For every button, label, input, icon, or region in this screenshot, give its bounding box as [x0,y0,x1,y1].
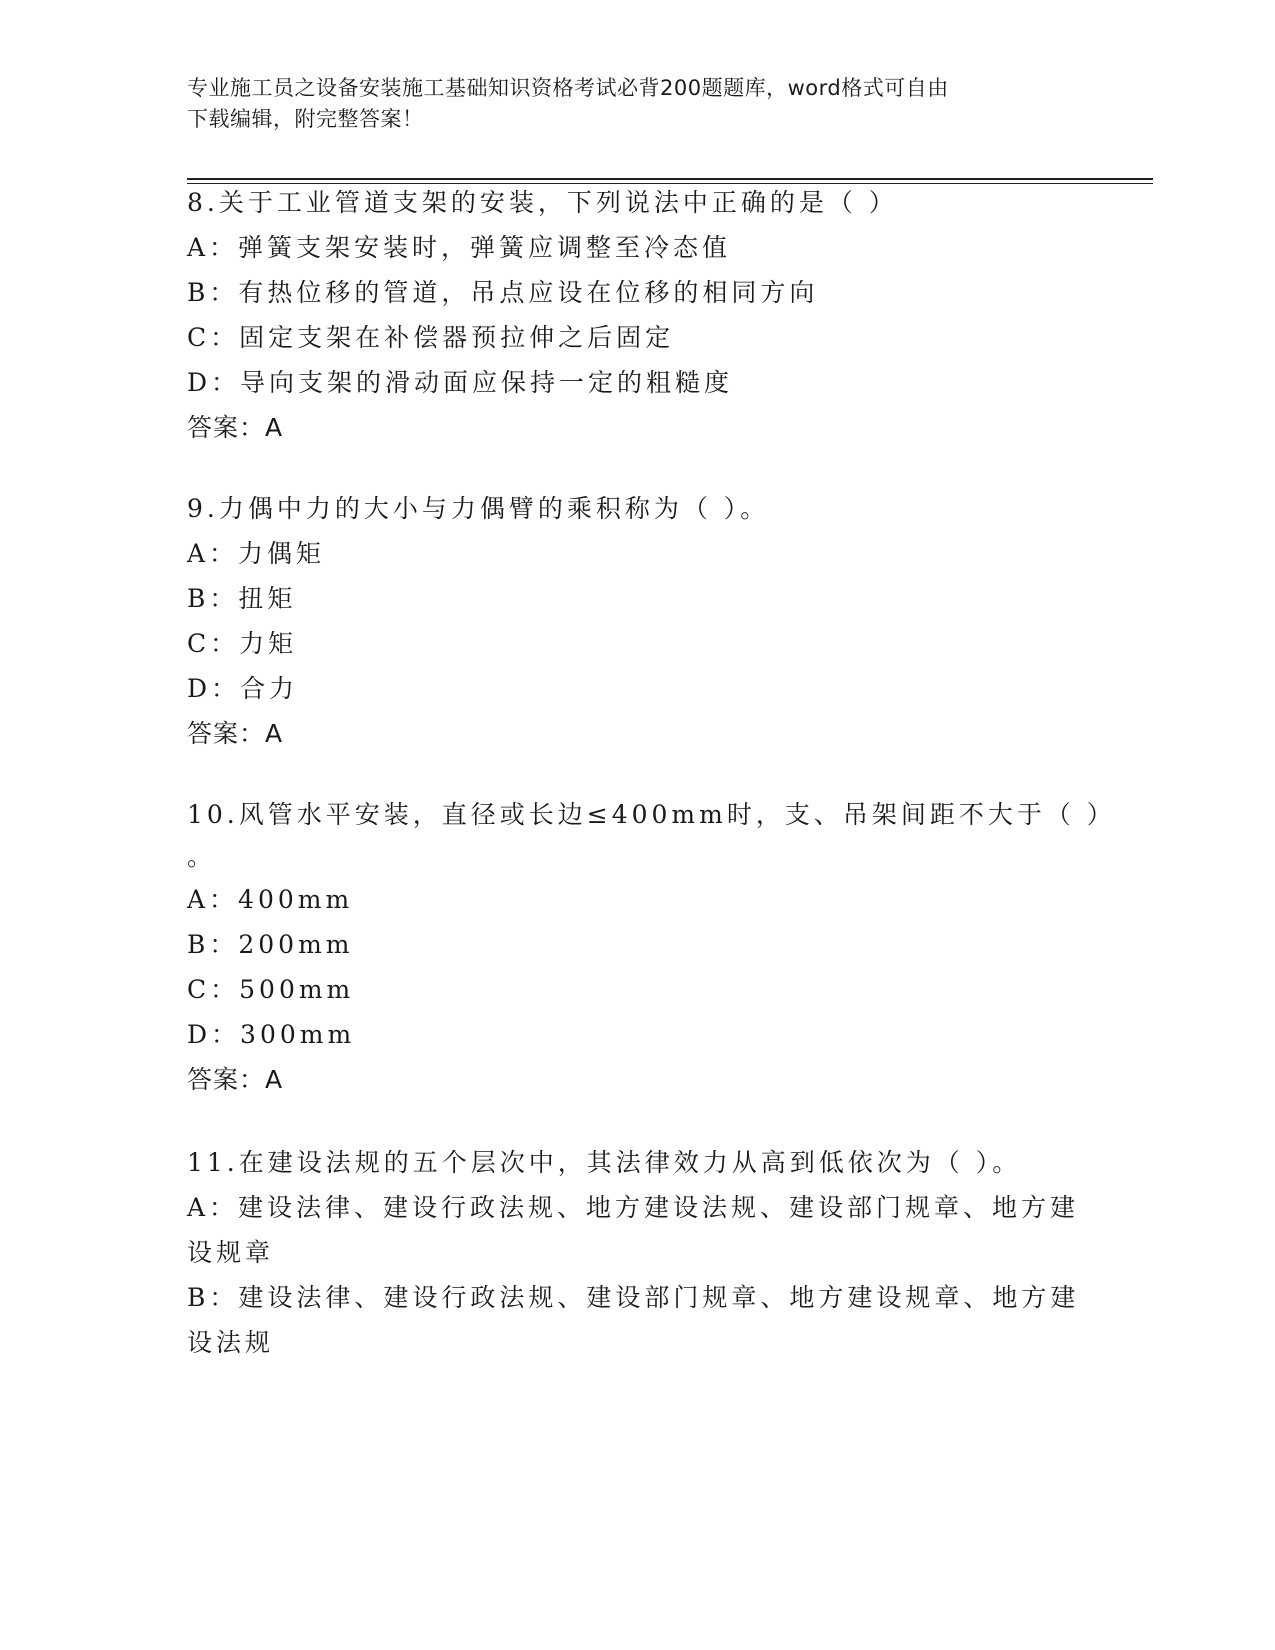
option-d: D：导向支架的滑动面应保持一定的粗糙度 [187,368,734,397]
option-b: B：200mm [187,930,354,959]
option-b: B：有热位移的管道，吊点应设在位移的相同方向 [187,278,819,307]
option-c: C：力矩 [187,629,298,658]
option-b-continuation: 设法规 [187,1328,275,1357]
option-a-continuation: 设规章 [187,1238,275,1267]
question-stem: 11.在建设法规的五个层次中，其法律效力从高到低依次为（ ）。 [187,1148,1022,1177]
question-10 [187,792,1116,1102]
question-8 [187,180,1087,450]
answer: 答案：A [187,1065,284,1094]
question-11 [187,1140,1087,1365]
header-line-1: 专业施工员之设备安装施工基础知识资格考试必背200题题库，word格式可自由 [187,76,949,100]
option-a: A：弹簧支架安装时，弹簧应调整至冷态值 [187,233,732,262]
answer: 答案：A [187,719,284,748]
option-a: A：建设法律、建设行政法规、地方建设法规、建设部门规章、地方建 [187,1193,1080,1222]
option-b: B：扭矩 [187,584,297,613]
header-line-2: 下载编辑，附完整答案！ [187,107,424,131]
option-c: C：500mm [187,975,355,1004]
option-d: D：300mm [187,1020,356,1049]
option-b: B：建设法律、建设行政法规、建设部门规章、地方建设规章、地方建 [187,1283,1080,1312]
question-stem-continuation: 。 [187,842,217,871]
option-a: A：力偶矩 [187,539,326,568]
document-header [187,73,1067,135]
option-c: C：固定支架在补偿器预拉伸之后固定 [187,323,675,352]
question-stem: 10.风管水平安装，直径或长边≤400mm时，支、吊架间距不大于（ ） [187,800,1116,829]
question-stem: 9.力偶中力的大小与力偶臂的乘积称为（ ）。 [187,494,770,523]
answer: 答案：A [187,413,284,442]
option-a: A：400mm [187,885,354,914]
question-9 [187,486,1087,756]
option-d: D：合力 [187,674,299,703]
question-stem: 8.关于工业管道支架的安装，下列说法中正确的是（ ） [187,188,898,217]
